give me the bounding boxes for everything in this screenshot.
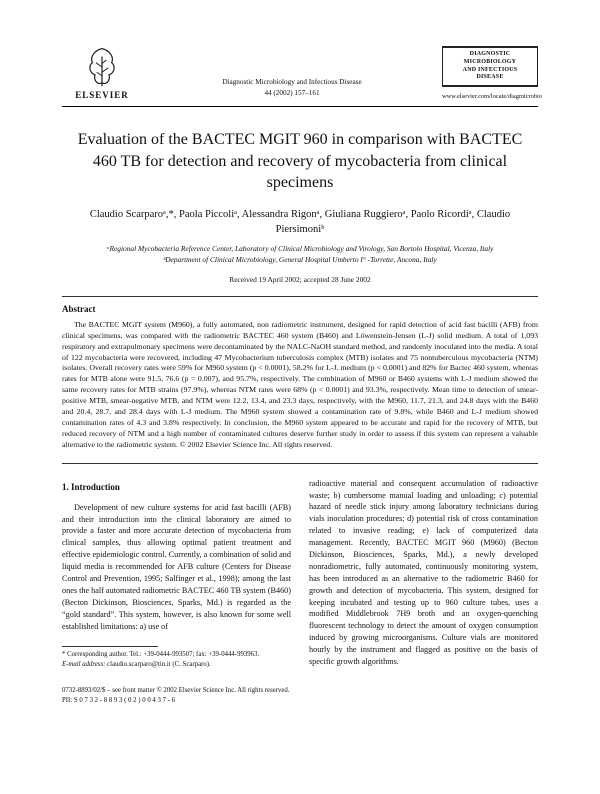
abstract-text: The BACTEC MGIT system (M960), a fully automated, non radiometric instrument, designed for rapid detection of acid fast bacilli (AFB) from clinical specimens, was compared with the radiometric BACTEC 460 system (B460) and Löwenstein-Jensen (L-J) solid medium. A total of 1,093 respiratory and extrapulmonary specimens were decontaminated by the NALC-NaOH standard method, and randomly inoculated into the media. A total of 122 mycobacteria were recovered, including 47 Mycobacterium tuberculosis complex (MTB) isolates and 75 nontuberculous mycobacteria (NTM) isolates. Overall recovery rates were 59% for M960 system (p < 0.0001), 58.2% for L-J. medium (p < 0.0001) and 82% for Bactec 460 system, whereas rates for MTB alone were 91.5, 76.6 (p = 0.007), and 95.7%, respectively. The combination of M960 or B460 systems with L-J medium showed the same recovery rates for MTB strains (97.9%), whereas NTM rates were 68% (p < 0.0001) and 93.3%, respectively. Mean time to detection of smear-positive MTB, smear-negative MTB, and NTM were 12.2, 13.4, and 23.3 days, respectively, with the M960, 11.7, 21.3, and 24.8 days with the B460 and 20.4, 28.7, and 28.4 days with L-J medium. The M960 system showed a contamination rate of 9.8%, while B460 and L-J medium showed contamination rates of 4.3 and 3.8% respectively. In conclusion, the M960 system appeared to be accurate and rapid for the recovery of MTB, but reduced recovery of NTM and a high number of contaminated cultures deserve further study in order to assess if this system can represent a valuable alternative to the radiometric system. © 2002 Elsevier Science Inc. All rights reserved. bbox=[62, 319, 538, 449]
journal-title: Diagnostic Microbiology and Infectious Disease bbox=[222, 78, 362, 87]
page-header bbox=[62, 46, 543, 101]
header-rule bbox=[62, 106, 538, 107]
elsevier-logo bbox=[62, 46, 142, 100]
journal-issue: 44 (2002) 157–161 bbox=[264, 88, 320, 97]
imprint-block bbox=[62, 686, 538, 706]
badge-line: DIAGNOSTIC bbox=[469, 51, 511, 57]
journal-badge bbox=[442, 46, 538, 87]
affiliation-b: ᵇDepartment of Clinical Microbiology, General Hospital Umberto I° -Torrette, Ancona, Italy bbox=[163, 255, 437, 265]
journal-url: www.elsevier.com/locate/diagmicrobio bbox=[442, 93, 543, 101]
affiliation-a: ᵃRegional Mycobacteria Reference Center, Laboratory of Clinical Microbiology and Virology, San Bortolo Hospital, Vicenza, Italy bbox=[106, 244, 494, 254]
journal-badge-block bbox=[442, 46, 543, 101]
left-column bbox=[62, 478, 291, 670]
corresponding-author-note: * Corresponding author. Tel.: +39-0444-993507; fax: +39-0444-993963. bbox=[62, 651, 260, 659]
elsevier-tree-icon bbox=[62, 46, 142, 88]
copyright-line: 0732-8893/02/$ – see front matter © 2002 Elsevier Science Inc. All rights reserved. bbox=[62, 687, 290, 695]
introduction-paragraph-right: radioactive material and consequent accumulation of radioactive waste; b) cumbersome manual loading and unloading; c) potential hazard of needle stick injury among laboratory technicians during vials inoculation procedures; d) potential risk of cross contamination related to invasive reading; e) lack of computerized data management. Recently, BACTEC MGIT 960 (M960) (Becton Dickinson, Biosciences, Sparks, Md.), a newly developed nonradiometric, fully automated, continuously monitoring system, has been introduced as an alternative to the radiometric B460 for growth and detection of mycobacteria. This system, designed for keeping incubated and testing up to 960 culture tubes, uses a modified Middlebrook 7H9 broth and an oxygen-quenching fluorescent technology to detect the amount of oxygen consumption induced by growing microorganisms. Culture vials are monitored hourly by the instrument and flagged as positive on the basis of specific growth algorithms. bbox=[309, 478, 538, 667]
introduction-heading: 1. Introduction bbox=[62, 481, 120, 492]
content-columns bbox=[62, 478, 538, 670]
article-title: Evaluation of the BACTEC MGIT 960 in comparison with BACTEC 460 TB for detection and recovery of mycobacteria from clinical specimens bbox=[77, 131, 523, 192]
email-address: claudio.scarparo@tin.it (C. Scarparo). bbox=[105, 661, 211, 669]
email-note bbox=[62, 660, 291, 670]
badge-line: AND INFECTIOUS bbox=[462, 66, 518, 73]
badge-line: DISEASE bbox=[476, 74, 504, 81]
abstract-heading: Abstract bbox=[62, 303, 96, 314]
abstract-top-rule bbox=[62, 296, 538, 297]
footnote-rule bbox=[62, 646, 158, 647]
footnote-block bbox=[62, 632, 291, 670]
pii-line: PII: S 0 7 3 2 - 8 8 9 3 ( 0 2 ) 0 0 4 3 7 - 6 bbox=[62, 697, 176, 705]
authors-line: Claudio Scarparoᵃ,*, Paola Piccoliᵃ, Alessandra Rigonᵃ, Giuliana Ruggieroᵃ, Paolo Ricordiᵃ, Claudio Piersimoniᵇ bbox=[89, 208, 511, 235]
right-column bbox=[309, 478, 538, 670]
journal-citation-block bbox=[142, 77, 442, 100]
abstract-section bbox=[62, 304, 538, 451]
introduction-paragraph-left: Development of new culture systems for acid fast bacilli (AFB) and their introduction into the clinical laboratory are aimed to provide a faster and more accurate detection of mycobacteria from clinical samples, thus allowing optimal patient treatment and effective epidemiologic control. Currently, a combination of solid and liquid media is recommended for AFB culture (Centers for Disease Control and Prevention, 1995; Salfinger et al., 1998); among the last ones the half automated radiometric BACTEC 460 TB system (B460) (Becton Dickinson, Biosciences, Sparks, Md.) is regarded as the “gold standard”. This system, however, is also known for some well established limitations: a) use of bbox=[62, 502, 291, 631]
email-label: E-mail address: bbox=[62, 661, 106, 669]
publisher-name: ELSEVIER bbox=[75, 90, 129, 100]
received-dates: Received 19 April 2002; accepted 28 June 2002 bbox=[229, 274, 371, 284]
abstract-bottom-rule bbox=[62, 463, 538, 464]
badge-line: MICROBIOLOGY bbox=[463, 58, 517, 65]
